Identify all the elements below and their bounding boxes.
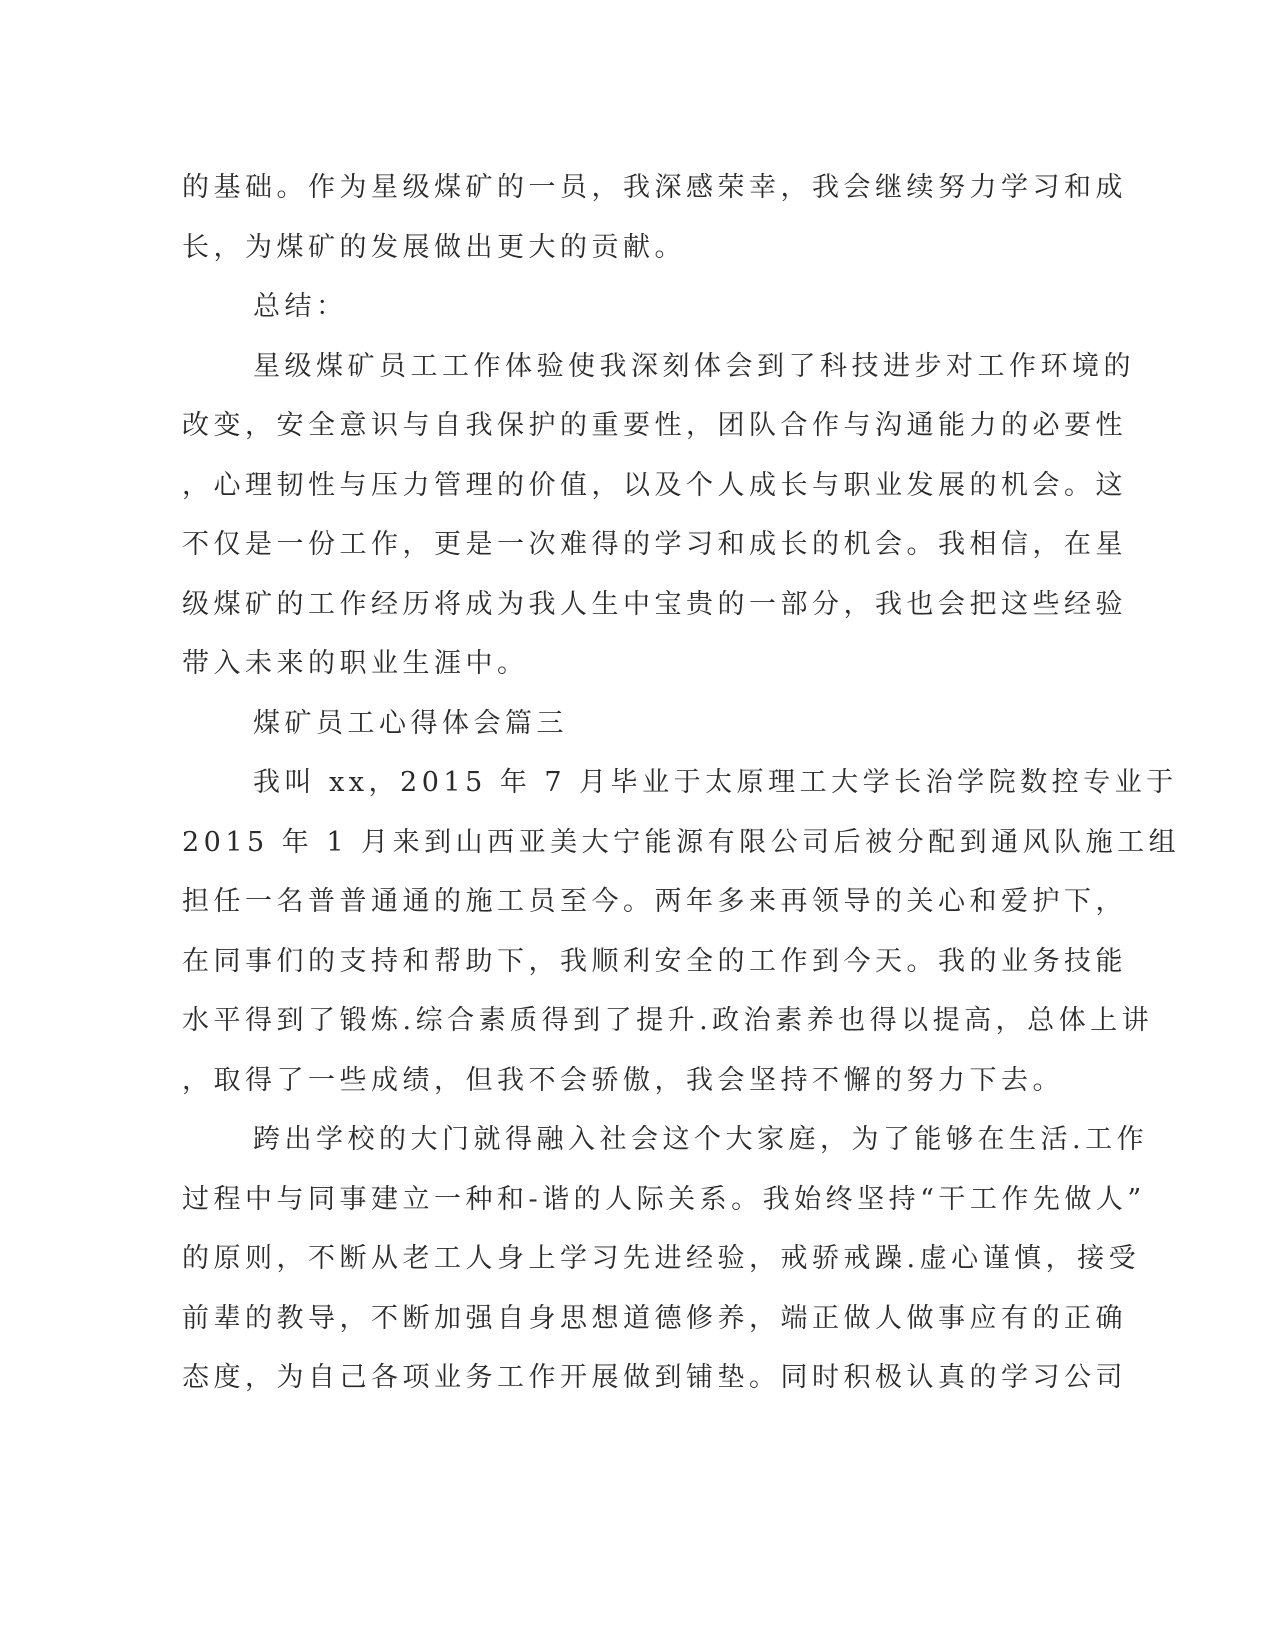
text-line: 星级煤矿员工工作体验使我深刻体会到了科技进步对工作环境的 <box>253 350 1135 382</box>
text-line: 跨出学校的大门就得融入社会这个大家庭，为了能够在生活.工作 <box>253 1124 1149 1155</box>
text-line: 总结： <box>253 291 348 322</box>
text-line: 我叫 xx，2015 年 7 月毕业于太原理工大学长治学院数控专业于 <box>253 767 1178 798</box>
text-line: 态度，为自己各项业务工作开展做到铺垫。同时积极认真的学习公司 <box>182 1362 1127 1393</box>
text-line: 煤矿员工心得体会篇三 <box>253 707 568 739</box>
text-line: ，心理韧性与压力管理的价值，以及个人成长与职业发展的机会。这 <box>182 469 1127 501</box>
text-line: 的基础。作为星级煤矿的一员，我深感荣幸，我会继续努力学习和成 <box>182 172 1127 203</box>
text-line: 带入未来的职业生涯中。 <box>182 648 529 679</box>
text-line: 担任一名普普通通的施工员至今。两年多来再领导的关心和爱护下， <box>182 886 1127 917</box>
text-line: 级煤矿的工作经历将成为我人生中宝贵的一部分，我也会把这些经验 <box>182 588 1127 620</box>
text-line: 水平得到了锻炼.综合素质得到了提升.政治素养也得以提高，总体上讲 <box>182 1005 1154 1036</box>
text-line: 的原则，不断从老工人身上学习先进经验，戒骄戒躁.虚心谨慎，接受 <box>182 1243 1141 1274</box>
text-line: 前辈的教导，不断加强自身思想道德修养，端正做人做事应有的正确 <box>182 1302 1127 1334</box>
text-line: 改变，安全意识与自我保护的重要性，团队合作与沟通能力的必要性 <box>182 410 1127 441</box>
text-line: 长，为煤矿的发展做出更大的贡献。 <box>182 231 686 263</box>
text-line: ，取得了一些成绩，但我不会骄傲，我会坚持不懈的努力下去。 <box>182 1064 1064 1096</box>
text-line: 在同事们的支持和帮助下，我顺利安全的工作到今天。我的业务技能 <box>182 945 1127 977</box>
text-line: 过程中与同事建立一种和-谐的人际关系。我始终坚持“干工作先做人” <box>182 1183 1146 1215</box>
document-body <box>182 158 1181 1408</box>
text-line: 不仅是一份工作，更是一次难得的学习和成长的机会。我相信，在星 <box>182 529 1127 560</box>
text-line: 2015 年 1 月来到山西亚美大宁能源有限公司后被分配到通风队施工组 <box>182 826 1181 858</box>
